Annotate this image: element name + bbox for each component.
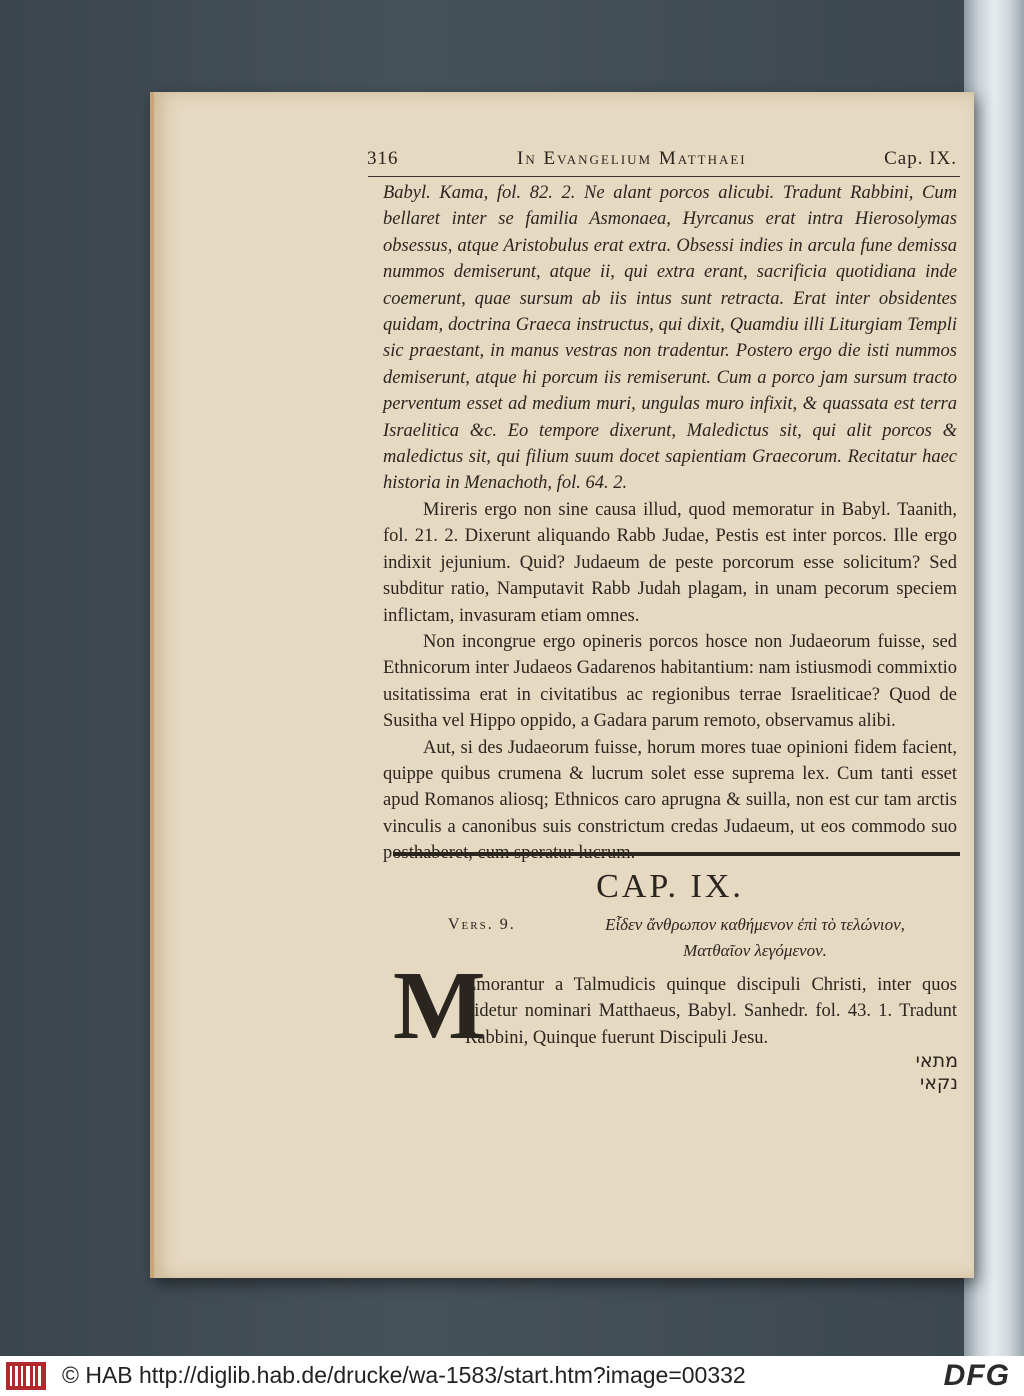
running-title: In Evangelium Matthaei [517,148,747,169]
paragraph-2: Mireris ergo non sine causa illud, quod memoratur in Babyl. Taanith, fol. 21. 2. Dixerunt aliquando Rabb Judae, Pestis est inter porcos. Ille ergo indixit jejunium. Quid? Judaeum de peste porcorum esse solicitum? Sed subditur ratio, Namputavit Rabb Judah plagam, in unam pecorum speciem inflictam, invasuram etiam omnes. [383,499,957,626]
body-text [383,180,957,867]
running-head [217,148,957,178]
dfg-logo: DFG [943,1359,1010,1392]
paragraph-1: Babyl. Kama, fol. 82. 2. Ne alant porcos alicubi. Tradunt Rabbini, Cum bellaret inter se familia Asmonaea, Hyrcanus erat intra Hierosolymas obsessus, atque Aristobulus erat extra. Obsessi indies in arcula fune demissa nummos demiserunt, atque ii, qui extra erant, sacrificia quotidiana inde coemerunt, quae sursum ab iis intus sunt retracta. Erat inter obsidentes quidam, doctrina Graeca instructus, qui dixit, Quamdiu illi Liturgiam Templi sic praestant, in manus vestras non tradentur. Postero ergo die isti nummos demiserunt, atque hi porcum iis remiserunt. Cum a porco jam sursum tracto perventum esset ad medium muri, ungulas muro infixit, & quassata est terra Israelitica &c. Eo tempore dixerunt, Maledictus sit, qui alit porcos & maledictus sit, qui filium suum docet sapientiam Graecorum. Recitatur haec historia in Menachoth, fol. 64. 2. [383,183,957,494]
verse-label: Vers. 9. [448,916,516,933]
greek-verse [560,912,950,964]
page-number: 316 [367,148,399,169]
chapter-opening-paragraph: Emorantur a Talmudicis quinque discipuli Christi, inter quos videtur nominari Matthaeus, Babyl. Sanhedr. fol. 43. 1. Tradunt Rabbini, Quinque fuerunt Discipuli Jesu. [465,975,957,1048]
chapter-title: CAP. IX. [596,868,744,905]
paragraph-3: Non incongrue ergo opineris porcos hosce non Judaeorum fuisse, sed Ethnicorum inter Judaeos Gadarenos habitantium: nam istiusmodi commixtio usitatissima erat in civitatibus ac regionibus terrae Israeliticae? Quod de Susitha vel Hippo oppido, a Gadara parum remoto, observamus alibi. [383,631,957,732]
running-chapter: Cap. IX. [884,148,957,169]
hebrew-text: מתאי נקאי [915,1050,958,1094]
section-rule [393,852,960,856]
paragraph-4: Aut, si des Judaeorum fuisse, horum mores tuae opinioni fidem facient, quippe quibus crumena & lucrum solet esse suprema lex. Cum tanti esset apud Romanos aliosq; Ethnicos caro aprugna & suilla, non est cur tam arctis vinculis a canonibus suis constrictum credas Judaeum, ut eos commodo suo posthaberet, cum speratur lucrum. [383,737,957,864]
drop-cap: M [393,952,486,1060]
footer-bar [0,1356,1024,1396]
header-rule [368,176,960,177]
copyright-url[interactable]: © HAB http://diglib.hab.de/drucke/wa-1583/start.htm?image=00332 [62,1362,746,1388]
barcode-icon [6,1362,46,1390]
greek-line-1: Εἶδεν ἄνθρωπον καθήμενον ἐπὶ τὸ τελώνιον, [605,915,905,934]
greek-line-2: Ματθαῖον λεγόμενον. [683,941,827,960]
chapter-opening [465,972,957,1051]
